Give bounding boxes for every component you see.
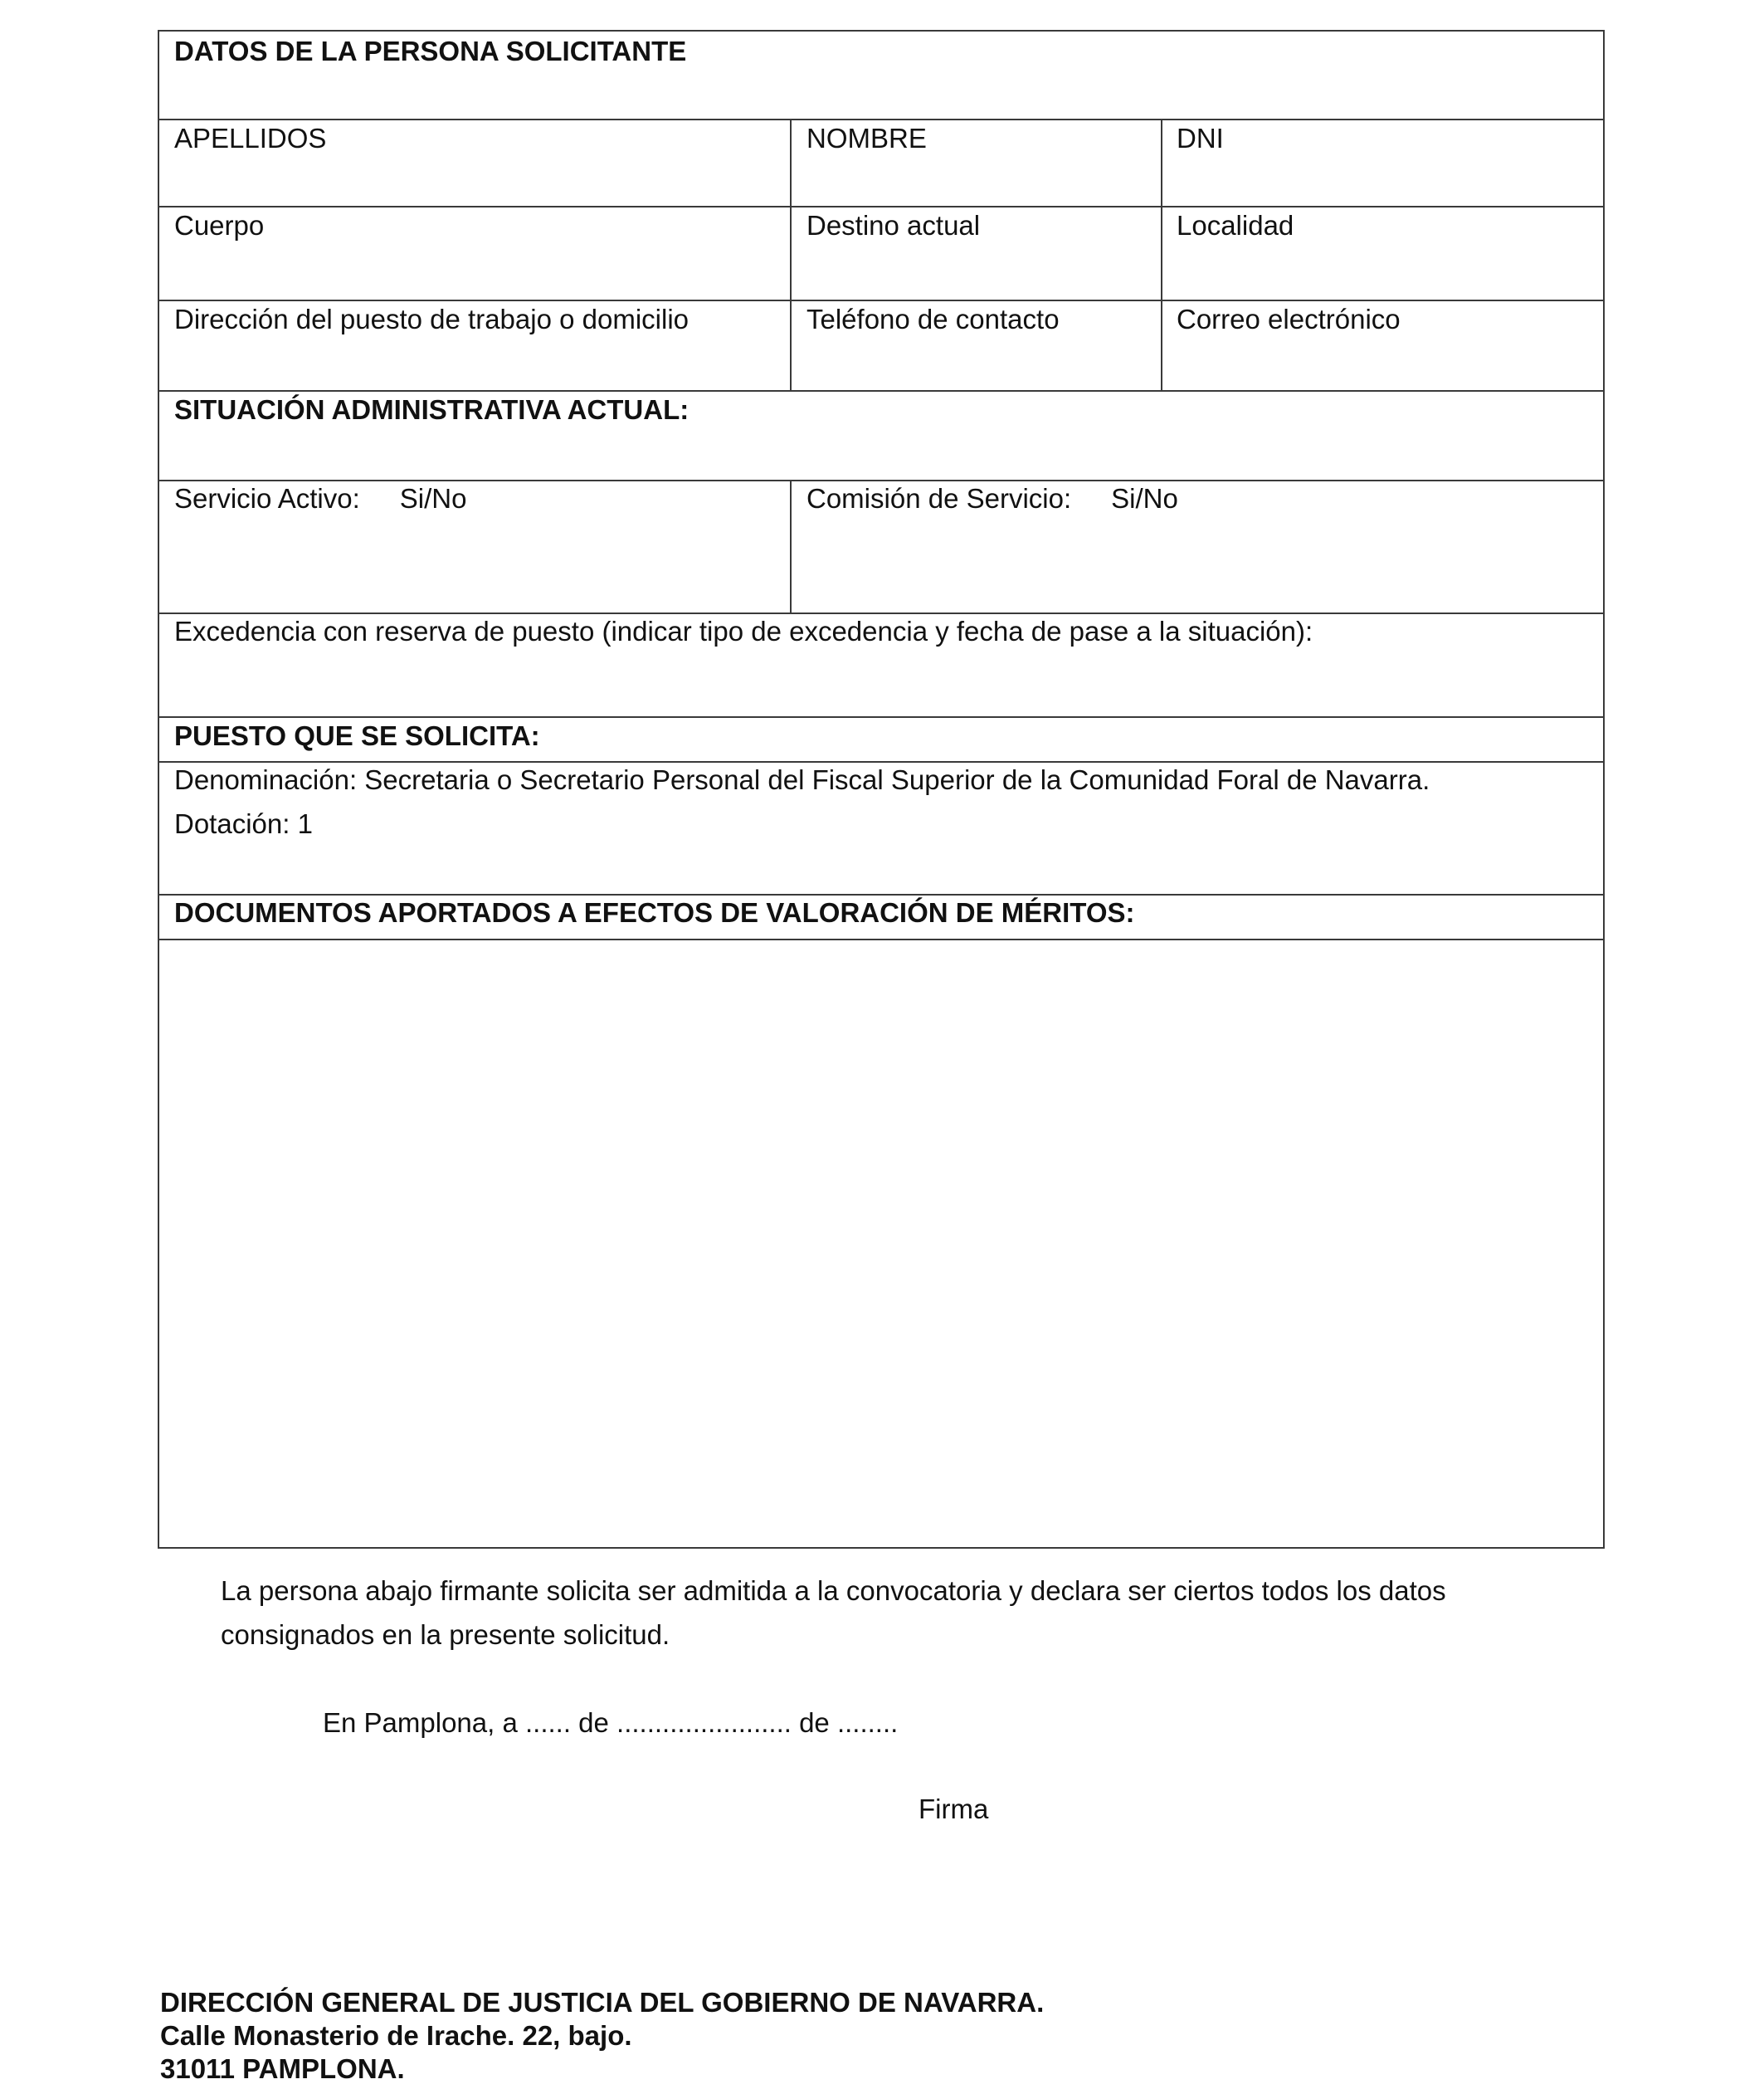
localidad-label: Localidad bbox=[1177, 210, 1294, 241]
section-title-puesto: PUESTO QUE SE SOLICITA: bbox=[174, 720, 540, 751]
dotacion-text: Dotación: 1 bbox=[174, 808, 313, 839]
section-title-situacion: SITUACIÓN ADMINISTRATIVA ACTUAL: bbox=[174, 394, 690, 425]
section-title-applicant: DATOS DE LA PERSONA SOLICITANTE bbox=[174, 36, 687, 66]
footer-line-3: 31011 PAMPLONA. bbox=[160, 2053, 405, 2084]
footer-line-1: DIRECCIÓN GENERAL DE JUSTICIA DEL GOBIERNO DE NAVARRA. bbox=[160, 1987, 1045, 2018]
place-date-line: En Pamplona, a ...... de ....................... de ........ bbox=[323, 1707, 899, 1738]
comision-servicio-field bbox=[806, 482, 1178, 515]
telefono-label: Teléfono de contacto bbox=[806, 304, 1060, 334]
form-divider bbox=[159, 894, 1603, 896]
form-divider bbox=[159, 390, 1603, 392]
form-column-divider bbox=[1161, 119, 1162, 390]
dni-label: DNI bbox=[1177, 123, 1224, 154]
form-divider bbox=[159, 761, 1603, 763]
apellidos-label: APELLIDOS bbox=[174, 123, 327, 154]
section-title-documentos: DOCUMENTOS APORTADOS A EFECTOS DE VALORACIÓN DE MÉRITOS: bbox=[174, 897, 1135, 928]
form-divider bbox=[159, 613, 1603, 614]
correo-label: Correo electrónico bbox=[1177, 304, 1401, 334]
form-divider bbox=[159, 300, 1603, 301]
destino-label: Destino actual bbox=[806, 210, 981, 241]
servicio-activo-field bbox=[174, 482, 466, 515]
servicio-activo-label: Servicio Activo: bbox=[174, 483, 360, 514]
form-column-divider bbox=[790, 119, 792, 390]
form-divider bbox=[159, 206, 1603, 207]
direccion-label: Dirección del puesto de trabajo o domicilio bbox=[174, 304, 690, 334]
form-divider bbox=[159, 119, 1603, 120]
nombre-label: NOMBRE bbox=[806, 123, 927, 154]
declaration-line-1: La persona abajo firmante solicita ser admitida a la convocatoria y declara ser ciertos todos los datos bbox=[221, 1575, 1446, 1606]
form-divider bbox=[159, 480, 1603, 481]
documentos-area[interactable] bbox=[159, 940, 1603, 1549]
form-divider bbox=[159, 716, 1603, 718]
denominacion-text: Denominación: Secretaria o Secretario Personal del Fiscal Superior de la Comunidad Foral de Navarra. bbox=[174, 764, 1430, 795]
application-form bbox=[158, 30, 1605, 1549]
cuerpo-label: Cuerpo bbox=[174, 210, 265, 241]
declaration-line-2: consignados en la presente solicitud. bbox=[221, 1619, 670, 1650]
form-column-divider bbox=[790, 480, 792, 613]
footer-address bbox=[160, 1986, 1044, 2086]
comision-servicio-value: Si/No bbox=[1111, 483, 1178, 514]
excedencia-label: Excedencia con reserva de puesto (indicar tipo de excedencia y fecha de pase a la situación): bbox=[174, 616, 1313, 647]
comision-servicio-label: Comisión de Servicio: bbox=[806, 483, 1072, 514]
footer-line-2: Calle Monasterio de Irache. 22, bajo. bbox=[160, 2020, 632, 2051]
servicio-activo-value: Si/No bbox=[399, 483, 467, 514]
signature-label: Firma bbox=[919, 1794, 989, 1824]
